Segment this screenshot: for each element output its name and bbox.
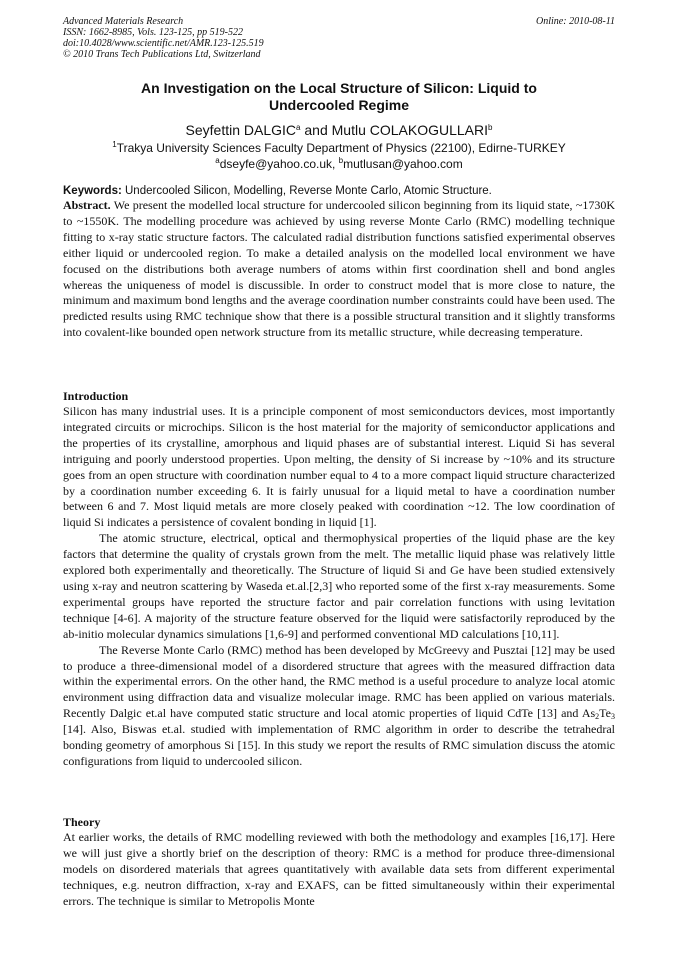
- title-line-1: An Investigation on the Local Structure of Silicon: Liquid to: [141, 80, 537, 96]
- paper-title: [63, 80, 615, 114]
- theory-body: [63, 830, 615, 910]
- author-2-mark: b: [488, 123, 493, 132]
- affiliation-text: Trakya University Sciences Faculty Department of Physics (22100), Edirne-TURKEY: [116, 141, 566, 155]
- intro-p3-sub-1: 2: [595, 712, 600, 722]
- email-b-mark: b: [338, 156, 344, 165]
- author-1: Seyfettin DALGIC: [185, 122, 297, 138]
- copyright-line: © 2010 Trans Tech Publications Ltd, Switzerland: [63, 49, 261, 60]
- email-a: dseyfe@yahoo.co.uk,: [219, 157, 339, 171]
- theory-paragraph-1: At earlier works, the details of RMC modelling reviewed with both the methodology and examples [16,17]. Here we will just give a shortly brief on the description of theory: RMC is a method for produce three-dimensional models on disordered materials that agrees quantitatively with available data sets from different experimental techniques, e.g. neutron diffraction, x-ray and EXAFS, can be fitted simultaneously within their experimental errors. The technique is similar to Metropolis Monte: [63, 830, 615, 908]
- intro-paragraph-1: Silicon has many industrial uses. It is a principle component of most semiconductors devices, most importantly integrated circuits or microchips. Silicon is the host material for the majority of semiconductor applications and the properties of its crystalline, amorphous and liquid phases are of substantial interest. Liquid Si has several intriguing and poorly understood properties. Upon melting, the density of Si increase by ~10% and its structure goes from an open structure with coordination number equal to 4 to a more compact liquid structure characterized by a coordination number exceeding 6. It is fairly unusual for a liquid metal to have a coordination number between 6 and 7. Most liquid metals are more closely peaked with coordination ~12. The low coordination of liquid Si indicates a persistence of covalent bonding in liquid [1].: [63, 404, 615, 530]
- email-a-mark: a: [215, 156, 220, 165]
- intro-paragraph-3: [63, 643, 615, 770]
- author-1-mark: a: [296, 123, 301, 132]
- affiliation-mark: 1: [112, 140, 117, 149]
- abstract-text: We present the modelled local structure for undercooled silicon beginning from its liquid state, ~1730K to ~1550K. The modelling procedure was achieved by using reverse Monte Carlo (RMC) modelling technique fitting to x-ray static structure factors. The calculated radial distribution functions satisfied experimental observes either liquid or undercooled region. To make a detailed analysis on the modelled local environment we have focused on the distributions both average numbers of atoms within first coordination shell and bond angles whereas the uniqueness of model is discussible. In order to construct model that is more close to nature, the minimum and maximum bond lengths and the average coordination number constraints could have been used. The predicted results using RMC technique show that there is a possible structural transition and it slightly transforms into covalent-like bounded open network structure from its metallic structure, while decreasing temperature.: [63, 198, 615, 340]
- online-date: Online: 2010-08-11: [536, 16, 615, 27]
- email-b: mutlusan@yahoo.com: [343, 157, 463, 171]
- author-connector: and: [300, 122, 332, 138]
- abstract: [63, 198, 615, 341]
- journal-name: Advanced Materials Research: [63, 16, 184, 27]
- theory-heading: Theory: [63, 815, 101, 829]
- author-2: Mutlu COLAKOGULLARI: [331, 122, 489, 138]
- keywords: [63, 184, 615, 198]
- issn-line: ISSN: 1662-8985, Vols. 123-125, pp 519-522: [63, 27, 243, 38]
- intro-p3-text-b: [14]. Also, Biswas et.al. studied with implementation of RMC algorithm in order to describe the tetrahedral bonding geometry of amorphous Si [15]. In this study we report the results of RMC simulation discuss the atomic configurations from liquid to undercooled silicon.: [63, 722, 615, 768]
- author-emails: [63, 157, 615, 172]
- intro-p3-text-a: The Reverse Monte Carlo (RMC) method has been developed by McGreevy and Pusztai [12] may be used to produce a three-dimensional model of a disordered structure that agrees with the measured diffraction data within the experimental errors. On the other hand, the RMC method is a useful procedure to analyze local atomic environment using diffraction data and visualize molecular image. RMC has been applied on various materials. Recently Dalgic et.al have computed static structure and local atomic properties of liquid CdTe [13] and As: [63, 642, 615, 721]
- intro-paragraph-2: The atomic structure, electrical, optical and thermophysical properties of the liquid phase are the key factors that determine the quality of crystals grown from the melt. The metallic liquid phase was relatively little explored both experimentally and theoretically. The Structure of liquid Si and Ge have been studied extensively using x-ray and neutron scattering by Waseda et.al.[2,3] who reported some of the first x-ray measurements. Some experimental groups have reported the structure factor and pair correlation functions with using levitation technique [4-6]. A majority of the structure feature observed for the liquid were satisfactorily reproduced by the ab-initio molecular dynamics simulations [1,6-9] and performed conventional MD calculations [10,11].: [63, 531, 615, 641]
- keywords-text: Undercooled Silicon, Modelling, Reverse Monte Carlo, Atomic Structure.: [121, 185, 492, 197]
- intro-p3-sub-2: 3: [611, 712, 615, 722]
- author-list: [63, 122, 615, 139]
- title-line-2: Undercooled Regime: [268, 97, 410, 113]
- keywords-label: Keywords:: [63, 185, 122, 197]
- doi-line: doi:10.4028/www.scientific.net/AMR.123-125.519: [63, 38, 264, 49]
- introduction-body: [63, 404, 615, 770]
- affiliation: [63, 141, 615, 156]
- introduction-heading: Introduction: [63, 389, 129, 403]
- abstract-label: Abstract.: [63, 198, 111, 212]
- intro-p3-te: Te: [599, 706, 611, 721]
- journal-metadata: [63, 16, 615, 60]
